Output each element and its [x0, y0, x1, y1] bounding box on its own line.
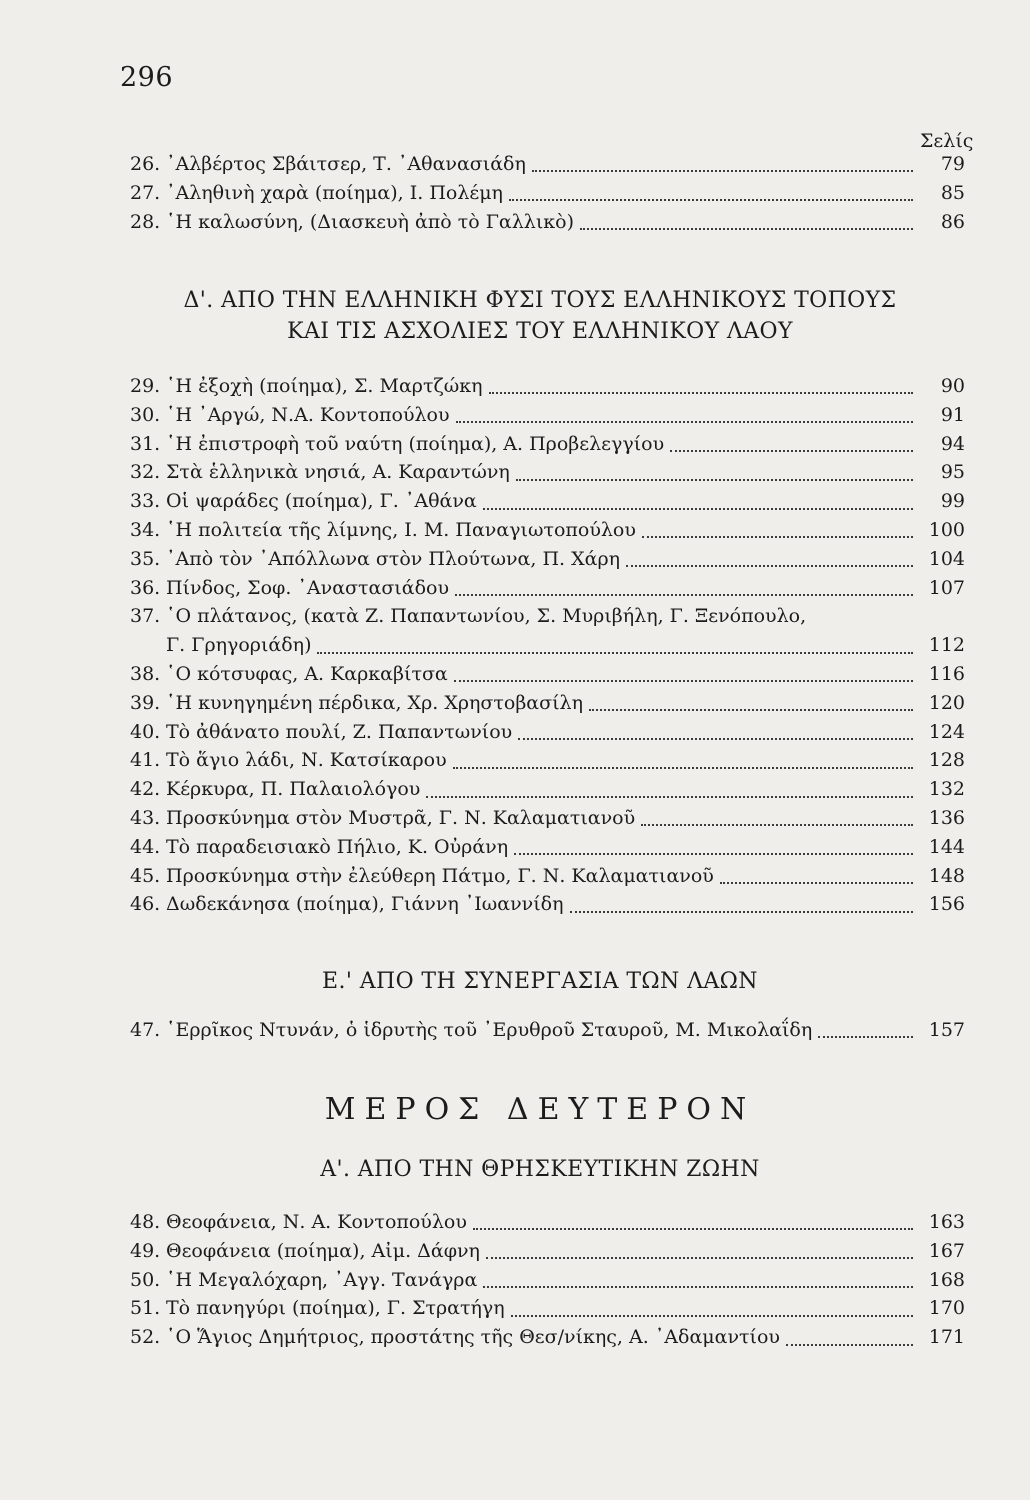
toc-entry-39: 39. ῾Η κυνηγημένη πέρδικα, Χρ. Χρηστοβασίλη 120 — [130, 691, 965, 714]
toc-group-2 — [130, 372, 965, 919]
toc-group-5 — [130, 1208, 965, 1352]
toc-entry-47: 47. ῾Ερρῖκος Ντυνάν, ὁ ἱδρυτὴς τοῦ ᾿Ερυθροῦ Σταυροῦ, Μ. Μικολαΐδη 157 — [130, 1019, 965, 1041]
page-number: 296 — [120, 62, 174, 93]
toc-entry-28: 28. ῾Η καλωσύνη, (Διασκευὴ ἀπὸ τὸ Γαλλικὸ) 86 — [130, 210, 965, 233]
toc-entry-31: 31. ῾Η ἐπιστροφὴ τοῦ ναύτη (ποίημα), Α. Προβελεγγίου 94 — [130, 432, 965, 455]
section-heading-e: Ε.' ΑΠΟ ΤΗ ΣΥΝΕΡΓΑΣΙΑ ΤΩΝ ΛΑΩΝ — [322, 969, 758, 994]
toc-entry-41: 41. Τὸ ἅγιο λάδι, Ν. Κατσίκαρου 128 — [130, 749, 965, 772]
toc-group-1 — [130, 150, 965, 236]
toc-entry-44: 44. Τὸ παραδεισιακὸ Πήλιο, Κ. Οὐράνη 144 — [130, 835, 965, 858]
toc-entry-32: 32. Στὰ ἑλληνικὰ νησιά, Α. Καραντώνη 95 — [130, 461, 965, 484]
toc-entry-30: 30. ῾Η ᾿Αργώ, Ν.Α. Κοντοπούλου 91 — [130, 403, 965, 426]
toc-group-4 — [130, 1016, 965, 1045]
toc-entry-36: 36. Πίνδος, Σοφ. ᾿Αναστασιάδου 107 — [130, 576, 965, 599]
toc-entry-34: 34. ῾Η πολιτεία τῆς λίμνης, Ι. Μ. Παναγιωτοπούλου 100 — [130, 518, 965, 541]
section-heading-d-line2: ΚΑΙ ΤΙΣ ΑΣΧΟΛΙΕΣ ΤΟΥ ΕΛΛΗΝΙΚΟΥ ΛΑΟΥ — [287, 319, 793, 344]
toc-entry-29: 29. ῾Η ἐξοχὴ (ποίημα), Σ. Μαρτζώκη 90 — [130, 375, 965, 397]
toc-entry-43: 43. Προσκύνημα στὸν Μυστρᾶ, Γ. Ν. Καλαματιανοῦ 136 — [130, 806, 965, 829]
toc-entry-48: 48. Θεοφάνεια, Ν. Α. Κοντοπούλου 163 — [130, 1211, 965, 1233]
toc-entry-50: 50. ῾Η Μεγαλόχαρη, ᾿Αγγ. Τανάγρα 168 — [130, 1268, 965, 1291]
toc-entry-49: 49. Θεοφάνεια (ποίημα), Αἰμ. Δάφνη 167 — [130, 1239, 965, 1262]
toc-entry-45: 45. Προσκύνημα στὴν ἐλεύθερη Πάτμο, Γ. Ν. Καλαματιανοῦ 148 — [130, 864, 965, 887]
toc-entry-40: 40. Τὸ ἀθάνατο πουλί, Ζ. Παπαντωνίου 124 — [130, 720, 965, 743]
toc-entry-51: 51. Τὸ πανηγύρι (ποίημα), Γ. Στρατήγη 170 — [130, 1297, 965, 1320]
toc-entry-37: 37. ῾Ο πλάτανος, (κατὰ Ζ. Παπαντωνίου, Σ. Μυριβήλη, Γ. Ξενόπουλο, — [130, 605, 807, 628]
toc-entry-52: 52. ῾Ο Ἅγιος Δημήτριος, προστάτης τῆς Θεσ/νίκης, Α. ᾿Αδαμαντίου 171 — [130, 1326, 965, 1349]
toc-entry-42: 42. Κέρκυρα, Π. Παλαιολόγου 132 — [130, 778, 965, 801]
section-heading-a: Α'. ΑΠΟ ΤΗΝ ΘΡΗΣΚΕΥΤΙΚΗΝ ΖΩΗΝ — [320, 1157, 760, 1182]
section-heading-d-line1: Δ'. ΑΠΟ ΤΗΝ ΕΛΛΗΝΙΚΗ ΦΥΣΙ ΤΟΥΣ ΕΛΛΗΝΙΚΟΥΣ ΤΟΠΟΥΣ — [183, 288, 897, 313]
part-heading: ΜΕΡΟΣ ΔΕΥΤΕΡΟΝ — [324, 1092, 756, 1127]
toc-entry-26: 26. ᾿Αλβέρτος Σβάιτσερ, Τ. ᾿Αθανασιάδη 79 — [130, 153, 965, 175]
section-heading-d — [110, 285, 970, 347]
page-column-heading: Σελίς — [920, 130, 974, 152]
toc-entry-46: 46. Δωδεκάνησα (ποίημα), Γιάννη ᾿Ιωαννίδη 156 — [130, 893, 965, 916]
toc-entry-38: 38. ῾Ο κότσυφας, Α. Καρκαβίτσα 116 — [130, 662, 965, 685]
toc-entry-27: 27. ᾿Αληθινὴ χαρὰ (ποίημα), Ι. Πολέμη 85 — [130, 181, 965, 204]
toc-entry-33: 33. Οἱ ψαράδες (ποίημα), Γ. ᾿Αθάνα 99 — [130, 490, 965, 513]
toc-entry-35: 35. ᾿Απὸ τὸν ᾿Απόλλωνα στὸν Πλούτωνα, Π. Χάρη 104 — [130, 547, 965, 570]
toc-entry-37-continued: Γ. Γρηγοριάδη) 112 — [166, 634, 965, 657]
